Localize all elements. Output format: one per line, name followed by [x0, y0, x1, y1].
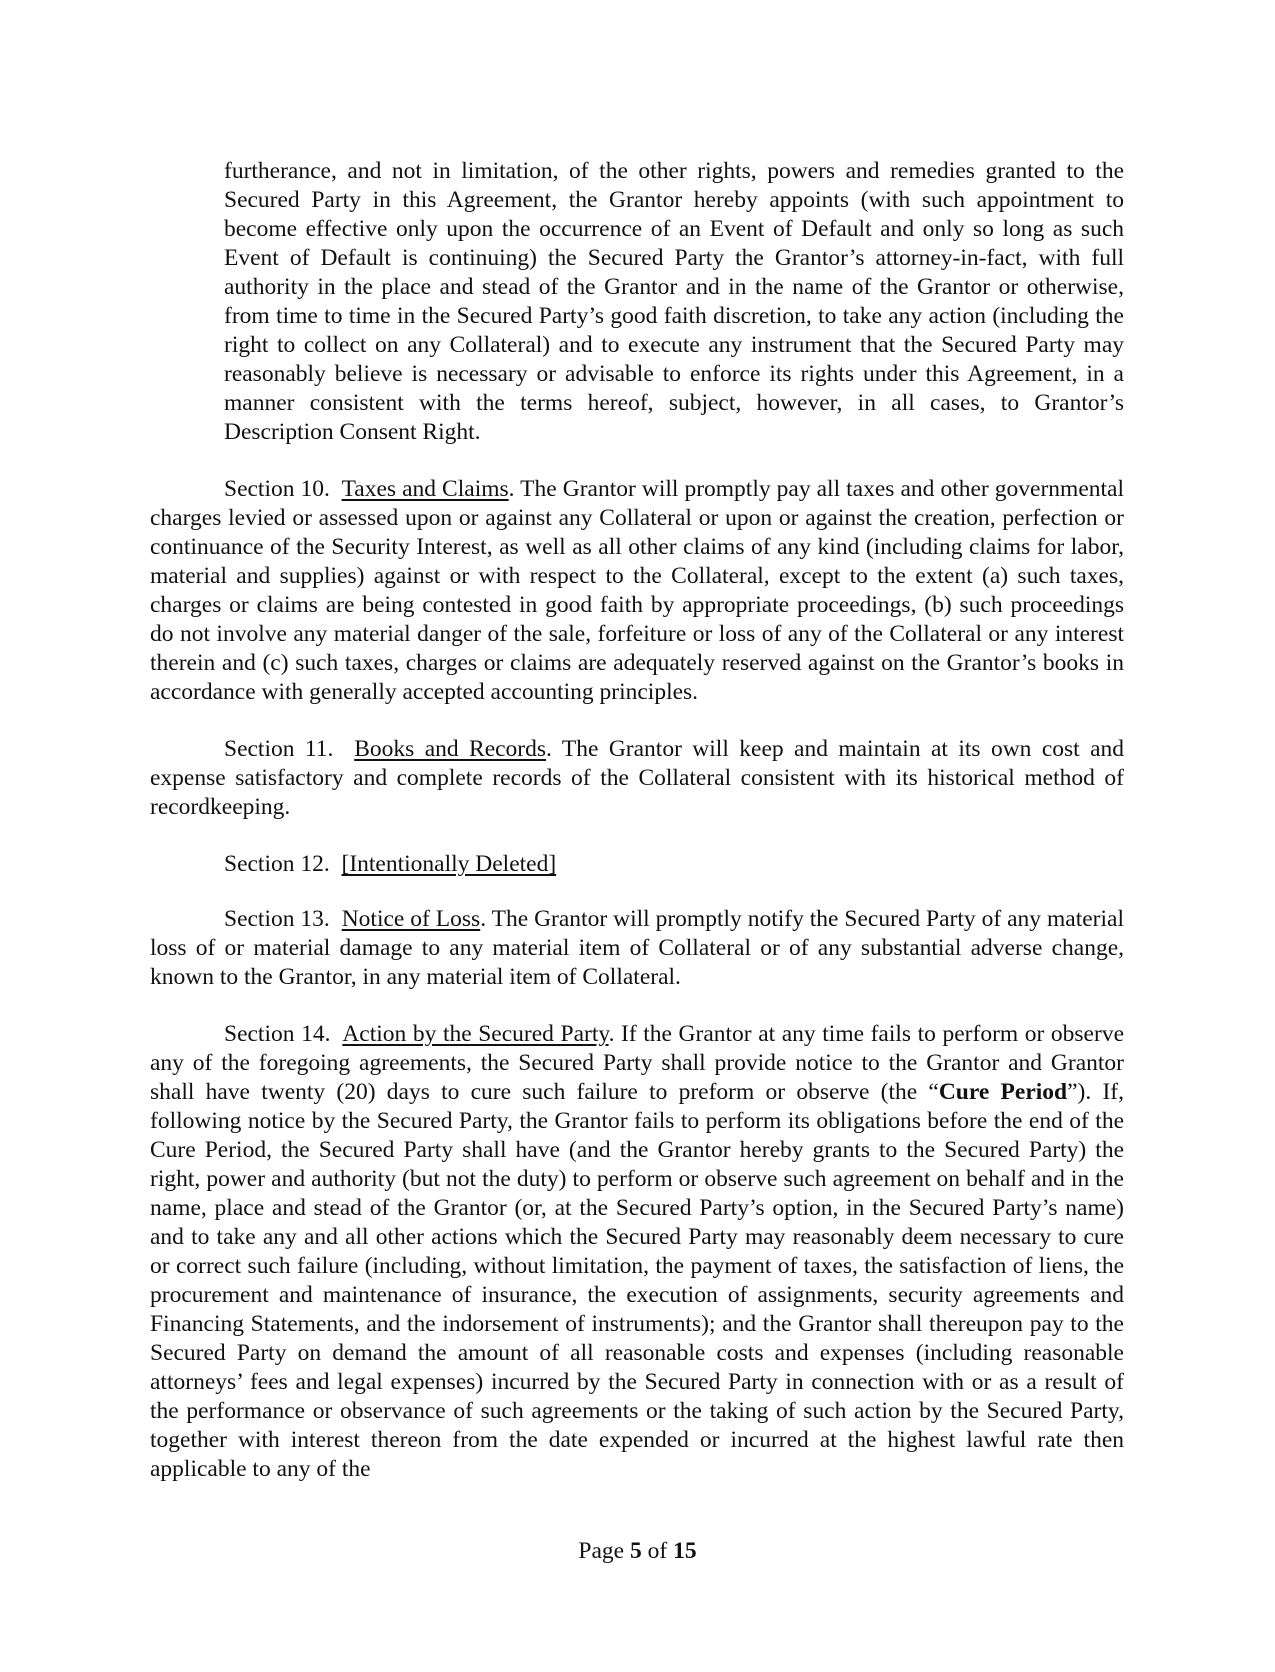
- current-page-number: 5: [629, 1538, 642, 1564]
- section-14-text-after: ”). If, following notice by the Secured Party, the Grantor fails to perform its obligations before the end of the Cure Period, the Secured Party shall have (and the Grantor hereby grants to the Secured Party) the right, power and authority (but not the duty) to perform or observe such agreement on behalf and in the name, place and stead of the Grantor (or, at the Secured Party’s option, in the Secured Party’s name) and to take any and all other actions which the Secured Party may reasonably deem necessary to cure or correct such failure (including, without limitation, the payment of taxes, the satisfaction of liens, the procurement and maintenance of insurance, the execution of assignments, security agreements and Financing Statements, and the indorsement of instruments); and the Grantor shall thereupon pay to the Secured Party on demand the amount of all reasonable costs and expenses (including reasonable attorneys’ fees and legal expenses) incurred by the Secured Party in connection with or as a result of the performance or observance of such agreements or the taking of such action by the Secured Party, together with interest thereon from the date expended or incurred at the highest lawful rate then applicable to any of the: [150, 1079, 1124, 1482]
- section-13-text: . The Grantor will promptly notify the Secured Party of any material loss of or material damage to any material item of Collateral or of any substantial adverse change, known to the Grantor, in any material item of Collateral.: [150, 906, 1124, 990]
- intro-paragraph: furtherance, and not in limitation, of the other rights, powers and remedies granted to the Secured Party in this Agreement, the Grantor hereby appoints (with such appointment to become effective only upon the occurrence of an Event of Default and only so long as such Event of Default is continuing) the Secured Party the Grantor’s attorney-in-fact, with full authority in the place and stead of the Grantor and in the name of the Grantor or otherwise, from time to time in the Secured Party’s good faith discretion, to take any action (including the right to collect on any Collateral) and to execute any instrument that the Secured Party may reasonably believe is necessary or advisable to enforce its rights under this Agreement, in a manner consistent with the terms hereof, subject, however, in all cases, to Grantor’s Description Consent Right.: [224, 158, 1124, 445]
- section-10-text: . The Grantor will promptly pay all taxes and other governmental charges levied or assessed upon or against any Collateral or upon or against the creation, perfection or continuance of the Security Interest, as well as all other claims of any kind (including claims for labor, material and supplies) against or with respect to the Collateral, except to the extent (a) such taxes, charges or claims are being contested in good faith by appropriate proceedings, (b) such proceedings do not involve any material danger of the sale, forfeiture or loss of any of the Collateral or any interest therein and (c) such taxes, charges or claims are adequately reserved against on the Grantor’s books in accordance with generally accepted accounting principles.: [150, 476, 1124, 705]
- page-footer: [0, 1537, 1275, 1566]
- section-14-heading: Action by the Secured Party: [342, 1021, 609, 1047]
- section-13-number: Section 13.: [224, 906, 330, 932]
- section-12-heading: [Intentionally Deleted]: [341, 851, 557, 877]
- section-11-text: . The Grantor will keep and maintain at its own cost and expense satisfactory and complete records of the Collateral consistent with its historical method of recordkeeping.: [150, 736, 1124, 820]
- section-10-number: Section 10.: [224, 476, 330, 502]
- section-13-heading: Notice of Loss: [341, 906, 481, 932]
- document-body: [150, 157, 1124, 1484]
- section-13-paragraph: [150, 905, 1124, 992]
- page-of-label: of: [641, 1538, 674, 1564]
- section-11-number: Section 11.: [224, 736, 334, 762]
- page-label: Page: [578, 1538, 630, 1564]
- section-12-paragraph: [150, 850, 1124, 879]
- cure-period-term: Cure Period: [938, 1079, 1068, 1105]
- section-11-heading: Books and Records: [354, 736, 547, 762]
- section-10-heading: Taxes and Claims: [341, 476, 509, 502]
- section-11-paragraph: [150, 735, 1124, 822]
- section-12-number: Section 12.: [224, 851, 330, 877]
- section-10-paragraph: [150, 475, 1124, 707]
- section-14-text-before: . If the Grantor at any time fails to perform or observe any of the foregoing agreements, the Secured Party shall provide notice to the Grantor and Grantor shall have twenty (20) days to cure such failure to preform or observe (the “: [150, 1021, 1124, 1105]
- total-page-count: 15: [673, 1538, 697, 1564]
- section-14-paragraph: [150, 1020, 1124, 1484]
- section-14-number: Section 14.: [224, 1021, 331, 1047]
